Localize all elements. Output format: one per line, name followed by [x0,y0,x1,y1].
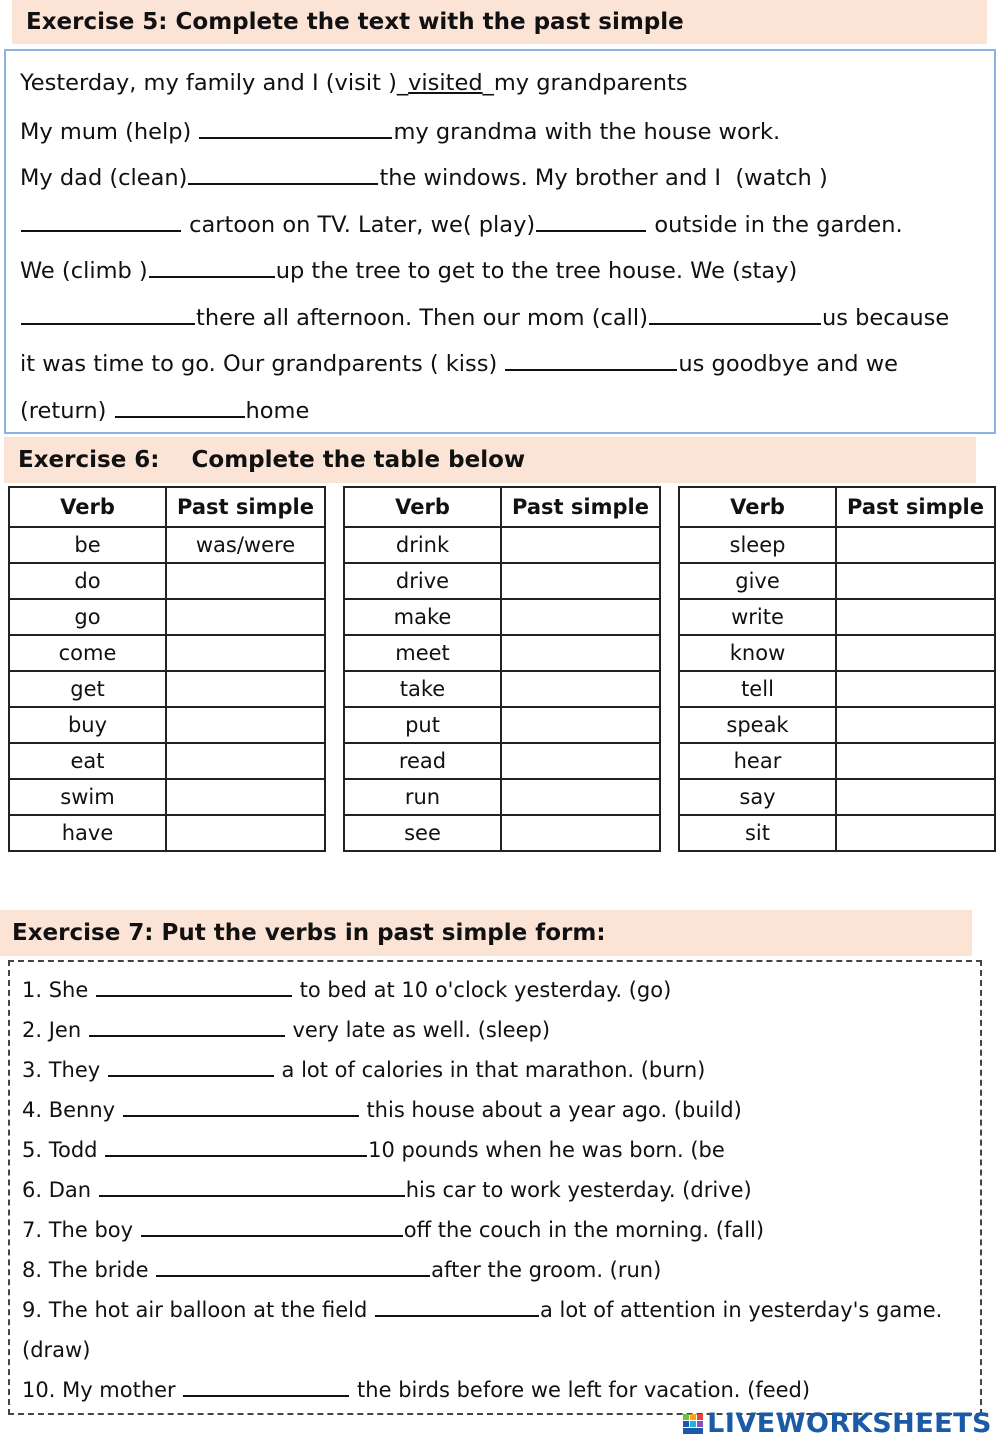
exercise-7-title [0,910,972,956]
verb-cell: eat [9,743,166,779]
verb-cell: be [9,527,166,563]
verb-table-1 [8,486,326,852]
past-cell[interactable] [166,707,325,743]
table-row [9,671,325,707]
ex7-blank-2[interactable] [89,1016,285,1037]
ex5-blank-kiss[interactable] [505,347,677,371]
ex5-line-8: (return) home [20,394,309,424]
table-header-row [679,487,995,527]
ex7-item-4: 4. Benny this house about a year ago. (build) [22,1098,742,1122]
past-cell[interactable] [836,599,995,635]
ex7-blank-10[interactable] [183,1376,349,1397]
past-cell[interactable] [166,779,325,815]
ex5-blank-clean[interactable] [188,161,378,185]
header-verb: Verb [679,487,836,527]
verb-cell: drink [344,527,501,563]
verb-cell: see [344,815,501,851]
past-cell[interactable] [501,671,660,707]
verb-cell: make [344,599,501,635]
ex7-item-1: 1. She to bed at 10 o'clock yesterday. (go) [22,978,672,1002]
ex5-blank-climb[interactable] [149,254,275,278]
verb-cell: swim [9,779,166,815]
past-cell[interactable] [836,779,995,815]
ex5-line-6: there all afternoon. Then our mom (call) us because [20,301,949,331]
past-cell[interactable] [836,707,995,743]
exercise-7-title-text: Exercise 7: Put the verbs in past simple form: [12,920,606,946]
verb-cell: come [9,635,166,671]
table-row [679,563,995,599]
ex7-blank-1[interactable] [96,976,292,997]
header-past-simple: Past simple [166,487,325,527]
exercise-7-box [8,960,982,1415]
ex7-item-9-cont: (draw) [22,1338,91,1362]
ex5-blank-help[interactable] [199,115,392,139]
header-verb: Verb [9,487,166,527]
verb-cell: meet [344,635,501,671]
table-row [344,815,660,851]
ex5-blank-return[interactable] [115,394,245,418]
past-cell[interactable] [836,563,995,599]
ex7-blank-8[interactable] [156,1256,430,1277]
table-row [344,635,660,671]
header-past-simple: Past simple [501,487,660,527]
verb-cell: do [9,563,166,599]
past-cell[interactable] [501,779,660,815]
table-row [9,563,325,599]
header-verb: Verb [344,487,501,527]
ex7-blank-9[interactable] [375,1296,539,1317]
verb-cell: tell [679,671,836,707]
ex7-item-3: 3. They a lot of calories in that marathon. (burn) [22,1058,706,1082]
table-row [679,635,995,671]
table-row [679,671,995,707]
exercise-5-title-text: Exercise 5: Complete the text with the past simple [26,9,684,35]
ex5-line-2: My mum (help) my grandma with the house work. [20,115,780,145]
table-row [344,743,660,779]
verb-cell: run [344,779,501,815]
table-row [344,779,660,815]
verb-cell: buy [9,707,166,743]
past-cell[interactable] [501,815,660,851]
table-row [679,779,995,815]
table-row [344,599,660,635]
past-cell[interactable] [836,527,995,563]
table-row [679,815,995,851]
ex7-blank-5[interactable] [105,1136,367,1157]
table-row [9,635,325,671]
verb-cell: read [344,743,501,779]
ex7-item-2: 2. Jen very late as well. (sleep) [22,1018,551,1042]
past-cell[interactable] [501,743,660,779]
ex5-line-4: cartoon on TV. Later, we( play) outside in the garden. [20,208,903,238]
past-cell[interactable] [836,635,995,671]
ex7-blank-7[interactable] [141,1216,403,1237]
ex7-item-6: 6. Dan his car to work yesterday. (drive) [22,1178,752,1202]
verb-cell: say [679,779,836,815]
verb-table-3 [678,486,996,852]
table-row [344,563,660,599]
table-row [9,707,325,743]
table-row [344,671,660,707]
ex7-item-5: 5. Todd 10 pounds when he was born. (be [22,1138,725,1162]
verb-cell: give [679,563,836,599]
exercise-5-title [12,0,987,44]
exercise-6-title [4,437,976,483]
past-cell[interactable] [836,815,995,851]
ex5-blank-call[interactable] [649,301,821,325]
verb-cell: put [344,707,501,743]
exercise-5-text-box [4,49,996,434]
table-row [9,779,325,815]
verb-cell: have [9,815,166,851]
liveworksheets-logo-text: LIVEWORKSHEETS [707,1408,992,1439]
past-cell[interactable] [501,707,660,743]
verb-cell: take [344,671,501,707]
ex5-line-5: We (climb ) up the tree to get to the tree house. We (stay) [20,254,797,284]
past-cell[interactable] [166,563,325,599]
table-row [344,707,660,743]
table-row [9,743,325,779]
verb-table-2 [343,486,661,852]
liveworksheets-logo[interactable] [682,1408,992,1439]
past-cell[interactable] [501,563,660,599]
liveworksheets-logo-icon [682,1412,704,1436]
past-cell[interactable] [166,635,325,671]
past-cell[interactable] [501,599,660,635]
ex7-blank-3[interactable] [108,1056,274,1077]
ex5-line-1: Yesterday, my family and I (visit )_visited_my grandparents [20,70,688,96]
verb-cell: speak [679,707,836,743]
table-row [679,707,995,743]
verb-cell: sit [679,815,836,851]
table-row [679,599,995,635]
ex7-item-9: 9. The hot air balloon at the field a lot of attention in yesterday's game. [22,1298,943,1322]
ex5-line-7: it was time to go. Our grandparents ( kiss) us goodbye and we [20,347,898,377]
verb-cell: hear [679,743,836,779]
past-cell[interactable] [836,671,995,707]
past-cell[interactable] [166,815,325,851]
table-row [9,599,325,635]
table-header-row [9,487,325,527]
verb-cell: drive [344,563,501,599]
past-cell[interactable] [166,671,325,707]
verb-cell: write [679,599,836,635]
ex5-blank-watch[interactable] [21,208,181,232]
table-row [9,527,325,563]
verb-cell: know [679,635,836,671]
verb-cell: sleep [679,527,836,563]
past-cell[interactable] [501,527,660,563]
past-cell[interactable] [836,743,995,779]
table-header-row [344,487,660,527]
table-row [679,527,995,563]
ex7-item-8: 8. The bride after the groom. (run) [22,1258,662,1282]
ex7-item-10: 10. My mother the birds before we left for vacation. (feed) [22,1378,811,1402]
table-row [679,743,995,779]
ex5-answer-visited[interactable]: visited [408,70,483,96]
past-cell[interactable] [166,743,325,779]
past-cell[interactable] [501,635,660,671]
ex5-blank-stay[interactable] [21,301,195,325]
past-cell[interactable] [166,599,325,635]
exercise-6-label: Exercise 6: [18,447,160,473]
exercise-6-instruction: Complete the table below [191,447,526,473]
past-cell[interactable]: was/were [166,527,325,563]
table-row [9,815,325,851]
table-row [344,527,660,563]
ex7-blank-6[interactable] [99,1176,405,1197]
ex7-blank-4[interactable] [123,1096,359,1117]
ex5-line-3: My dad (clean) the windows. My brother and I (watch ) [20,161,828,191]
verb-cell: get [9,671,166,707]
verb-cell: go [9,599,166,635]
ex5-blank-play[interactable] [536,208,646,232]
ex7-item-7: 7. The boy off the couch in the morning. (fall) [22,1218,765,1242]
header-past-simple: Past simple [836,487,995,527]
